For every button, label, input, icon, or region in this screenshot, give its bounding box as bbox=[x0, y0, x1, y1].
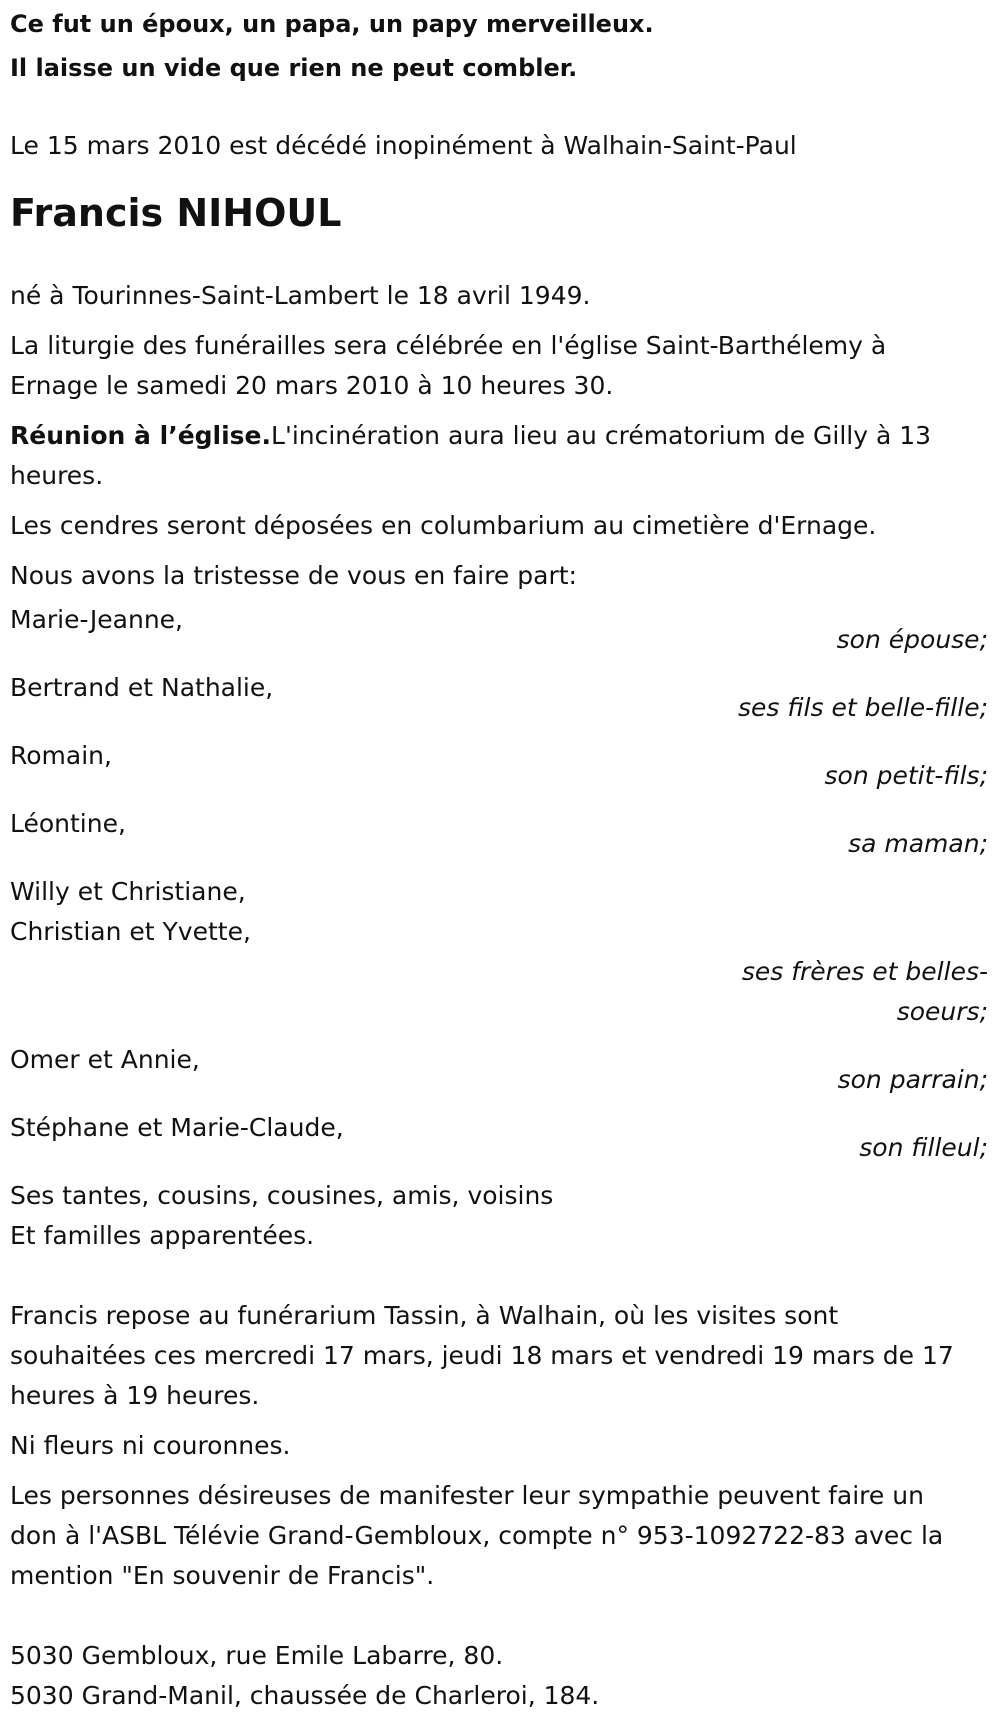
family-member-name: Léontine, bbox=[10, 809, 126, 838]
liturgy-info: La liturgie des funérailles sera célébrée en l'église Saint-Barthélemy à Ernage le samedi 20 mars 2010 à 10 heures 30. bbox=[10, 331, 887, 400]
family-row bbox=[10, 668, 990, 728]
donation-info: Les personnes désireuses de manifester leur sympathie peuvent faire un don à l'ASBL Télévie Grand-Gembloux, compte n° 953-1092722-83 avec la mention "En souvenir de Francis". bbox=[10, 1481, 944, 1590]
visits-info: Francis repose au funérarium Tassin, à Walhain, où les visites sont souhaitées ces mercredi 17 mars, jeudi 18 mars et vendredi 19 mars de 17 heures à 19 heures. bbox=[10, 1301, 954, 1410]
address-line: 5030 Grand-Manil, chaussée de Charleroi, 184. bbox=[10, 1681, 600, 1710]
ashes-info: Les cendres seront déposées en columbarium au cimetière d'Ernage. bbox=[10, 511, 877, 540]
family-row bbox=[10, 804, 990, 864]
family-relation: son parrain; bbox=[837, 1065, 988, 1094]
family-row bbox=[10, 1040, 990, 1100]
intro-line-2: Il laisse un vide que rien ne peut combler. bbox=[10, 54, 578, 82]
family-relation: sa maman; bbox=[848, 829, 988, 858]
family-row bbox=[10, 872, 990, 1032]
cremation-info: L'incinération aura lieu au crématorium de Gilly à 13 heures. bbox=[10, 421, 932, 490]
no-flowers: Ni fleurs ni couronnes. bbox=[10, 1431, 291, 1460]
reunion-bold: Réunion à l’église. bbox=[10, 421, 272, 450]
others-line: Ses tantes, cousins, cousines, amis, voisins bbox=[10, 1181, 554, 1210]
family-member-name: Christian et Yvette, bbox=[10, 917, 251, 946]
family-relation: son épouse; bbox=[836, 625, 988, 654]
family-member-name: Romain, bbox=[10, 741, 112, 770]
family-member-name: Bertrand et Nathalie, bbox=[10, 673, 274, 702]
family-member-name: Omer et Annie, bbox=[10, 1045, 200, 1074]
birth-info: né à Tourinnes-Saint-Lambert le 18 avril 1949. bbox=[10, 281, 591, 310]
family-names bbox=[10, 872, 990, 952]
others-block bbox=[10, 1176, 990, 1256]
family-relation: son filleul; bbox=[859, 1133, 988, 1162]
family-relation: ses fils et belle-fille; bbox=[738, 693, 988, 722]
family-member-name: Marie-Jeanne, bbox=[10, 605, 183, 634]
others-line: Et familles apparentées. bbox=[10, 1221, 315, 1250]
address-line: 5030 Gembloux, rue Emile Labarre, 80. bbox=[10, 1641, 504, 1670]
family-list bbox=[10, 600, 990, 1168]
family-member-name: Willy et Christiane, bbox=[10, 877, 246, 906]
announcement: Nous avons la tristesse de vous en faire part: bbox=[10, 561, 577, 590]
family-row bbox=[10, 736, 990, 796]
reunion-cremation bbox=[10, 416, 970, 496]
family-row bbox=[10, 600, 990, 660]
intro-line-1: Ce fut un époux, un papa, un papy merveilleux. bbox=[10, 10, 654, 38]
family-row bbox=[10, 1108, 990, 1168]
family-member-name: Stéphane et Marie-Claude, bbox=[10, 1113, 344, 1142]
addresses-block bbox=[10, 1636, 990, 1716]
family-relation: ses frères et belles-soeurs; bbox=[741, 957, 988, 1026]
family-relation: son petit-fils; bbox=[824, 761, 988, 790]
deceased-name: Francis NIHOUL bbox=[10, 191, 342, 235]
death-notice: Le 15 mars 2010 est décédé inopinément à Walhain-Saint-Paul bbox=[10, 131, 797, 160]
